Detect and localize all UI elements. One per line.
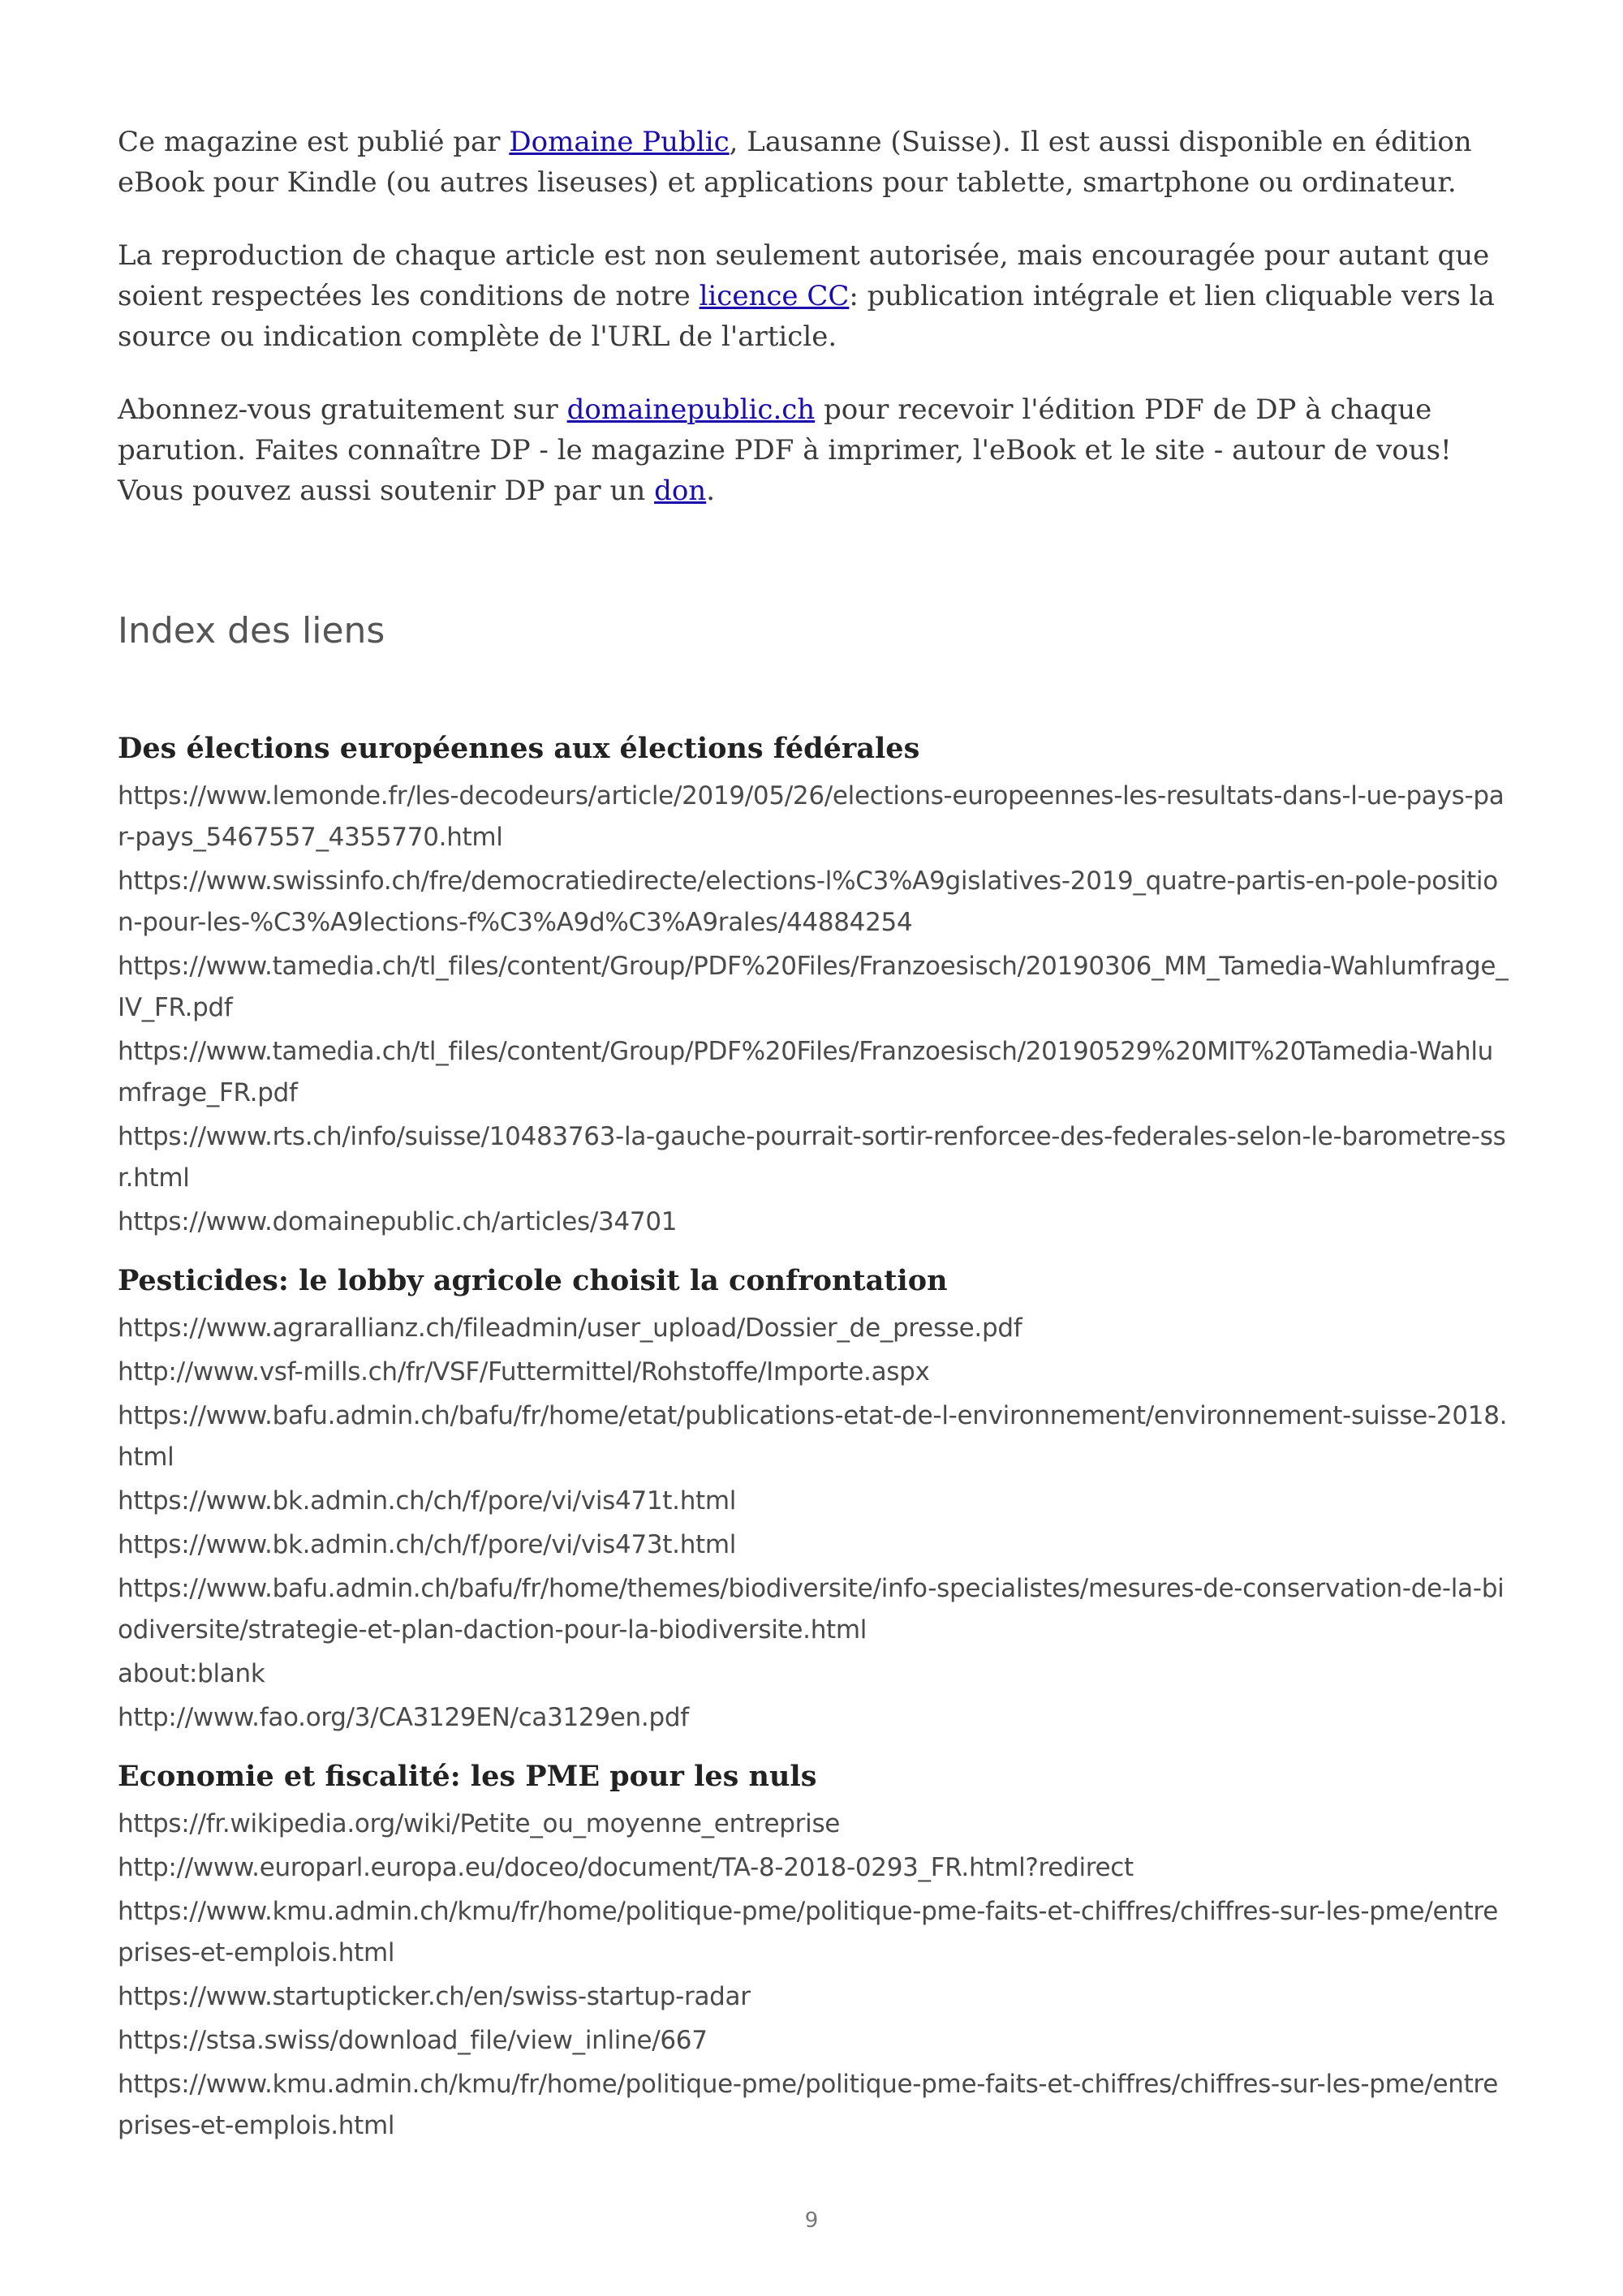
section-title: Economie et fiscalité: les PME pour les nuls: [118, 1760, 817, 1793]
url-entry: https://www.domainepublic.ch/articles/34701: [118, 1207, 678, 1236]
index-title: Index des liens: [118, 610, 385, 651]
link-section: [118, 729, 1513, 1243]
page-number: 9: [804, 2208, 819, 2233]
url-entry: https://www.swissinfo.ch/fre/democratiedirecte/elections-l%C3%A9gislatives-2019_quatre-partis-en-pole-position-pour-les-%C3%A9lections-f%C3%A9d%C3%A9rales/44884254: [118, 866, 1498, 937]
link-section: [118, 1261, 1513, 1739]
url-entry: http://www.fao.org/3/CA3129EN/ca3129en.pdf: [118, 1703, 689, 1732]
text-segment: Abonnez-vous gratuitement sur: [118, 393, 567, 426]
url-entry: http://www.europarl.europa.eu/doceo/document/TA-8-2018-0293_FR.html?redirect: [118, 1853, 1134, 1882]
domaine-public-link[interactable]: Domaine Public: [509, 126, 730, 158]
section-title: Pesticides: le lobby agricole choisit la confrontation: [118, 1264, 948, 1297]
link-index: [118, 729, 1513, 2147]
url-entry: https://www.agrarallianz.ch/fileadmin/user_upload/Dossier_de_presse.pdf: [118, 1314, 1022, 1343]
text-segment: Ce magazine est publié par: [118, 126, 510, 158]
url-entry: https://www.lemonde.fr/les-decodeurs/article/2019/05/26/elections-europeennes-les-resultats-dans-l-ue-pays-par-pays_5467557_4355770.html: [118, 781, 1505, 852]
don-link[interactable]: don: [654, 475, 707, 507]
url-entry: https://www.startupticker.ch/en/swiss-startup-radar: [118, 1982, 751, 2011]
link-section: [118, 1756, 1513, 2147]
url-entry: https://www.bafu.admin.ch/bafu/fr/home/themes/biodiversite/info-specialistes/mesures-de-conservation-de-la-biodiversite/strategie-et-plan-daction-pour-la-biodiversite.html: [118, 1574, 1505, 1645]
url-entry: https://fr.wikipedia.org/wiki/Petite_ou_moyenne_entreprise: [118, 1809, 841, 1838]
licence-cc-link[interactable]: licence CC: [699, 280, 850, 312]
section-title: Des élections européennes aux élections fédérales: [118, 732, 920, 765]
domainepublic-link[interactable]: domainepublic.ch: [566, 393, 816, 426]
url-entry: about:blank: [118, 1659, 265, 1688]
document-page: [118, 122, 1513, 2165]
url-entry: http://www.vsf-mills.ch/fr/VSF/Futtermittel/Rohstoffe/Importe.aspx: [118, 1357, 930, 1387]
url-entry: https://www.bk.admin.ch/ch/f/pore/vi/vis471t.html: [118, 1486, 737, 1516]
text-segment: .: [706, 475, 716, 507]
intro-paragraph-license: [118, 235, 1513, 357]
text-segment: La reproduction de chaque article est non seulement autorisée, mais encouragée pour autant que soient respectées les conditions de notre: [118, 239, 1490, 312]
url-entry: https://www.tamedia.ch/tl_files/content/Group/PDF%20Files/Franzoesisch/20190306_MM_Tamedia-Wahlumfrage_IV_FR.pdf: [118, 952, 1509, 1022]
intro-paragraph-publisher: [118, 122, 1513, 203]
intro-paragraph-subscribe: [118, 389, 1513, 511]
url-entry: https://www.rts.ch/info/suisse/10483763-la-gauche-pourrait-sortir-renforcee-des-federales-selon-le-barometre-ssr.html: [118, 1122, 1506, 1193]
url-entry: https://www.bafu.admin.ch/bafu/fr/home/etat/publications-etat-de-l-environnement/environnement-suisse-2018.html: [118, 1401, 1508, 1472]
text-segment: pour recevoir l'édition PDF de DP à chaque parution. Faites connaître DP - le magazine PDF à imprimer, l'eBook et le site - autour de vous! Vous pouvez aussi soutenir DP par un: [118, 393, 1452, 507]
url-entry: https://www.kmu.admin.ch/kmu/fr/home/politique-pme/politique-pme-faits-et-chiffres/chiffres-sur-les-pme/entreprises-et-emplois.html: [118, 1897, 1498, 1967]
url-entry: https://www.bk.admin.ch/ch/f/pore/vi/vis473t.html: [118, 1530, 737, 1559]
url-entry: https://www.kmu.admin.ch/kmu/fr/home/politique-pme/politique-pme-faits-et-chiffres/chiffres-sur-les-pme/entreprises-et-emplois.html: [118, 2070, 1498, 2140]
text-segment: , Lausanne (Suisse). Il est aussi disponible en édition eBook pour Kindle (ou autres liseuses) et applications pour tablette, smartphone ou ordinateur.: [118, 126, 1472, 199]
url-entry: https://stsa.swiss/download_file/view_inline/667: [118, 2026, 708, 2055]
url-entry: https://www.tamedia.ch/tl_files/content/Group/PDF%20Files/Franzoesisch/20190529%20MIT%20Tamedia-Wahlumfrage_FR.pdf: [118, 1037, 1493, 1107]
text-segment: : publication intégrale et lien cliquable vers la source ou indication complète de l'URL de l'article.: [118, 280, 1495, 353]
